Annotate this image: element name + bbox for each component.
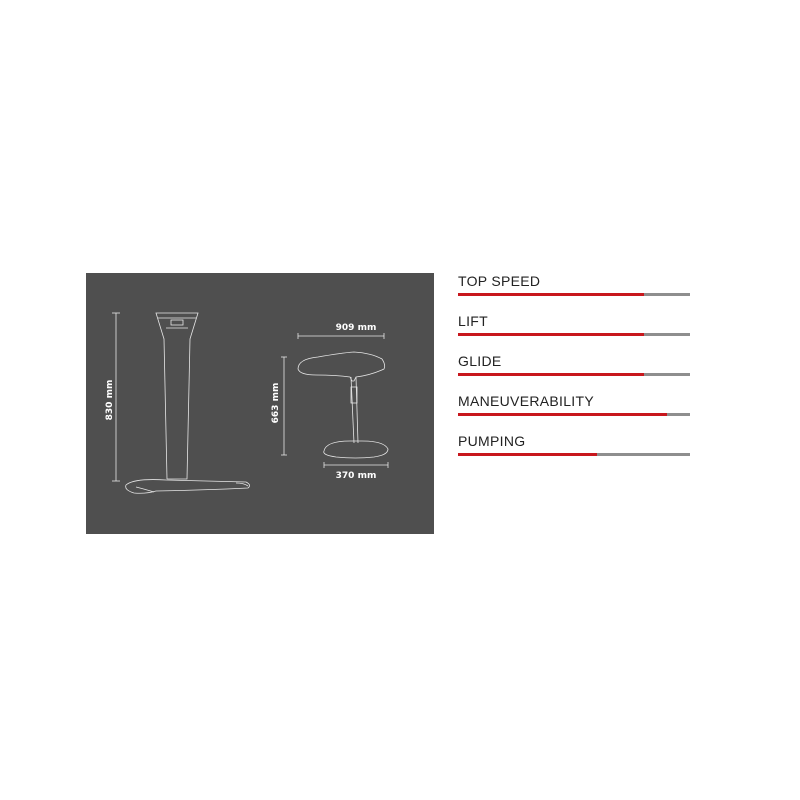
rating-bar-fill (458, 373, 644, 376)
mast-side-view (156, 313, 198, 479)
dimension-drawing (86, 273, 434, 534)
rating-bar-track (458, 413, 690, 416)
rating-pumping (458, 433, 690, 449)
rating-maneuverability (458, 393, 690, 409)
rating-label: LIFT (458, 313, 488, 329)
rating-bar-track (458, 373, 690, 376)
fuselage-side-view (126, 480, 250, 494)
rating-top-speed (458, 273, 690, 289)
rating-label: PUMPING (458, 433, 526, 449)
rating-bar-track (458, 453, 690, 456)
stabilizer-span-dimension-line (324, 462, 388, 468)
wing-span-dimension-line (298, 333, 384, 339)
stabilizer-front-view (324, 441, 388, 458)
rating-lift (458, 313, 690, 329)
hydrofoil-dimensions-diagram (86, 273, 434, 534)
rating-label: MANEUVERABILITY (458, 393, 594, 409)
rating-glide (458, 353, 690, 369)
rating-bar-track (458, 333, 690, 336)
fuselage-length-label: 663 mm (271, 382, 281, 424)
rating-bar-fill (458, 293, 644, 296)
fuselage-length-dimension-line (281, 357, 287, 455)
rating-bar-track (458, 293, 690, 296)
rating-label: TOP SPEED (458, 273, 541, 289)
fuselage-front-view (351, 377, 358, 443)
rating-bar-fill (458, 413, 667, 416)
front-wing-front-view (298, 352, 385, 381)
front-wing-span-label: 909 mm (335, 323, 377, 333)
rating-bar-fill (458, 453, 597, 456)
stabilizer-span-label: 370 mm (335, 471, 377, 481)
rating-label: GLIDE (458, 353, 502, 369)
rating-bar-fill (458, 333, 644, 336)
mast-length-label: 830 mm (105, 379, 115, 421)
